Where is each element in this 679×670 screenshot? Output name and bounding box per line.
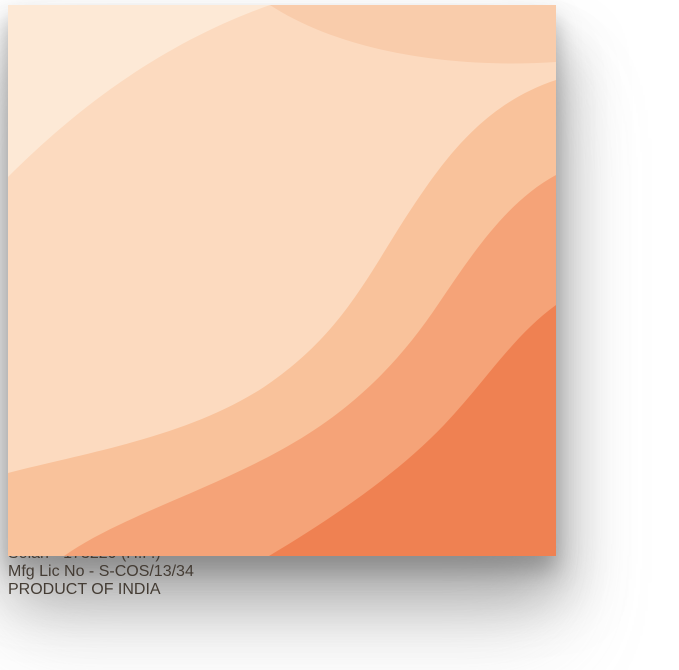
- background-waves: [8, 5, 556, 556]
- product-origin-label: PRODUCT OF INDIA: [8, 581, 161, 598]
- product-box-back-panel: [8, 5, 556, 598]
- manufactured-by-line: Mfg Lic No - S-COS/13/34: [8, 563, 194, 580]
- box-left-fold-line: [16, 5, 19, 556]
